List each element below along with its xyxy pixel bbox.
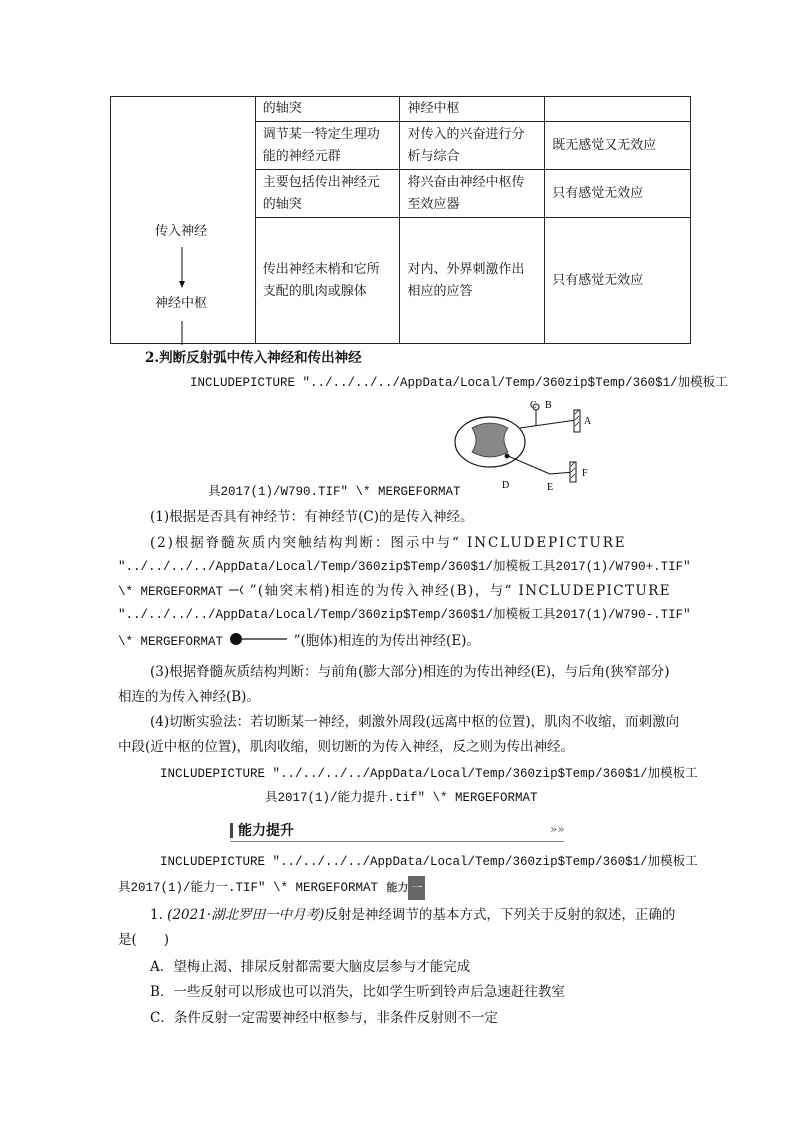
cell-function: 将兴奋由神经中枢传至效应器 bbox=[400, 170, 545, 218]
paragraph-2-line3-rest: ”(轴突末梢)相连的为传入神经(B)，与“ INCLUDEPICTURE bbox=[249, 583, 672, 599]
fig-label-d: D bbox=[502, 480, 510, 491]
paragraph-2-line4: "../../../../AppData/Local/Temp/360zip$Temp/360$1/加模板工具2017(1)/W790-.TIF" bbox=[118, 608, 691, 622]
label-center: 神经中枢 bbox=[155, 296, 208, 311]
cell-body-icon bbox=[227, 630, 289, 654]
down-arrow-icon bbox=[177, 247, 187, 289]
question-source: (2021·湖北罗田一中月考) bbox=[167, 907, 325, 923]
ability-badge: 能力 bbox=[386, 881, 409, 894]
ability-badge-number: 一 bbox=[408, 876, 425, 900]
label-afferent: 传入神经 bbox=[155, 224, 208, 239]
merge-text: \* MERGEFORMAT bbox=[118, 635, 224, 649]
paragraph-2-line5-rest: ”(胞体)相连的为传出神经(E)。 bbox=[293, 633, 480, 649]
include-field-text: 具2017(1)/W790.TIF" \* MERGEFORMAT bbox=[208, 485, 461, 499]
include-field-text: 具2017(1)/能力提升.tif" \* MERGEFORMAT bbox=[265, 791, 538, 805]
paragraph-4-line1: (4)切断实验法：若切断某一神经，刺激外周段(远离中枢的位置)，肌肉不收缩，而刺激向 bbox=[150, 714, 680, 730]
chevrons-icon: »» bbox=[550, 822, 565, 836]
ability-banner bbox=[230, 820, 564, 842]
merge-text: \* MERGEFORMAT bbox=[118, 585, 224, 599]
fig-label-b: B bbox=[545, 400, 552, 411]
cell-function: 对传入的兴奋进行分析与综合 bbox=[400, 122, 545, 170]
paragraph-3-line1: (3)根据脊髓灰质结构判断：与前角(膨大部分)相连的为传出神经(E)，与后角(狭窄部分) bbox=[150, 664, 670, 680]
cell-result: 既无感觉又无效应 bbox=[545, 122, 691, 170]
paragraph-2-line5 bbox=[118, 629, 480, 654]
table-row bbox=[111, 97, 691, 122]
banner-bar bbox=[230, 823, 233, 838]
include-field-text: 具2017(1)/能力一.TIF" \* MERGEFORMAT bbox=[118, 881, 379, 895]
paragraph-3-line2: 相连的为传入神经(B)。 bbox=[118, 689, 260, 705]
cell-result bbox=[545, 97, 691, 122]
banner-underline bbox=[230, 841, 564, 842]
cell-structure: 主要包括传出神经元的轴突 bbox=[255, 170, 400, 218]
fig-label-f: F bbox=[582, 468, 588, 479]
line-segment-icon bbox=[177, 321, 187, 345]
question-stem-line1 bbox=[150, 903, 675, 927]
reflex-arc-table bbox=[110, 96, 691, 344]
section-heading: 2.判断反射弧中传入神经和传出神经 bbox=[145, 350, 362, 366]
axon-terminal-icon bbox=[227, 579, 245, 603]
include-field-text: INCLUDEPICTURE "../../../../AppData/Local/Temp/360zip$Temp/360$1/加模板工 bbox=[190, 376, 728, 390]
fig-label-a: A bbox=[584, 416, 592, 427]
paragraph-2-line3 bbox=[118, 579, 671, 604]
cell-result: 只有感觉无效应 bbox=[545, 218, 691, 344]
left-label-cell bbox=[111, 97, 256, 344]
cell-structure: 的轴突 bbox=[255, 97, 400, 122]
paragraph-1: (1)根据是否具有神经节：有神经节(C)的是传入神经。 bbox=[150, 509, 474, 525]
cell-function: 神经中枢 bbox=[400, 97, 545, 122]
paragraph-2-line2: "../../../../AppData/Local/Temp/360zip$Temp/360$1/加模板工具2017(1)/W790+.TIF" bbox=[118, 560, 691, 574]
cell-result: 只有感觉无效应 bbox=[545, 170, 691, 218]
paragraph-4-line2: 中段(近中枢的位置)，肌肉收缩，则切断的为传入神经，反之则为传出神经。 bbox=[118, 739, 575, 755]
fig-label-e: E bbox=[547, 482, 554, 492]
cell-structure: 调节某一特定生理功能的神经元群 bbox=[255, 122, 400, 170]
question-stem-text: 反射是神经调节的基本方式，下列关于反射的叙述，正确的 bbox=[324, 907, 676, 923]
question-number: 1. bbox=[150, 907, 168, 923]
spinal-cord-figure bbox=[450, 396, 610, 492]
cell-function: 对内、外界刺激作出相应的应答 bbox=[400, 218, 545, 344]
option-b: B．一些反射可以形成也可以消失，比如学生听到铃声后急速赶往教室 bbox=[150, 984, 565, 1000]
ability-title: 能力提升 bbox=[238, 823, 294, 839]
paragraph-2-line1: (2)根据脊髓灰质内突触结构判断：图示中与“ INCLUDEPICTURE bbox=[150, 535, 627, 551]
option-c: C．条件反射一定需要神经中枢参与，非条件反射则不一定 bbox=[150, 1010, 498, 1026]
include-field-text: INCLUDEPICTURE "../../../../AppData/Local/Temp/360zip$Temp/360$1/加模板工 bbox=[160, 767, 698, 781]
include-field-text: INCLUDEPICTURE "../../../../AppData/Local/Temp/360zip$Temp/360$1/加模板工 bbox=[160, 855, 698, 869]
fig-label-c: C bbox=[530, 400, 537, 411]
include-field-line2 bbox=[118, 875, 425, 900]
cell-structure: 传出神经末梢和它所支配的肌肉或腺体 bbox=[255, 218, 400, 344]
option-a: A．望梅止渴、排尿反射都需要大脑皮层参与才能完成 bbox=[150, 959, 471, 975]
question-stem-line2: 是( ) bbox=[118, 932, 170, 948]
